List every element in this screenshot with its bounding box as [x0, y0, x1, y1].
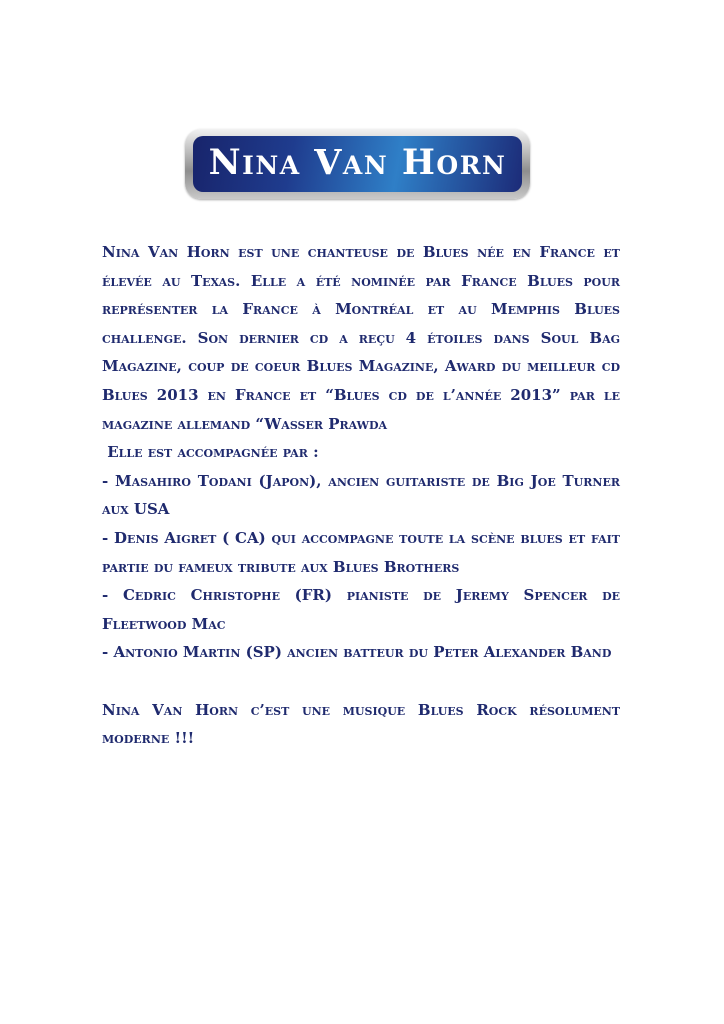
intro-paragraph: Nina Van Horn est une chanteuse de Blues née en France et élevée au Texas. Elle a été nominée par France Blues pour représenter la France à Montréal et au Memphis Blues challenge. Son dernier cd a reçu 4 étoiles dans Soul Bag Magazine, coup de coeur Blues Magazine, Award du meilleur cd Blues 2013 en France et “Blues cd de l’année 2013” par le magazine allemand “Wasser Prawda: [102, 243, 620, 433]
musician-item: - Antonio Martin (SP) ancien batteur du Peter Alexander Band: [102, 643, 612, 662]
paragraph-spacer: [102, 667, 620, 696]
musician-item: - Masahiro Todani (Japon), ancien guitariste de Big Joe Turner aux USA: [102, 471, 620, 519]
biography-text: [102, 238, 620, 753]
page-title: Nina Van Horn: [208, 141, 507, 183]
closing-paragraph: Nina Van Horn c’est une musique Blues Rock résolument moderne !!!: [102, 700, 620, 748]
accompanied-line: Elle est accompagnée par :: [102, 443, 319, 462]
title-banner: [185, 129, 530, 199]
musician-item: - Cedric Christophe (FR) pianiste de Jeremy Spencer de Fleetwood Mac: [102, 586, 620, 633]
title-banner-inner: [193, 136, 522, 192]
musician-item: - Denis Aigret ( CA) qui accompagne toute la scène blues et fait partie du fameux tribute aux Blues Brothers: [102, 528, 620, 576]
